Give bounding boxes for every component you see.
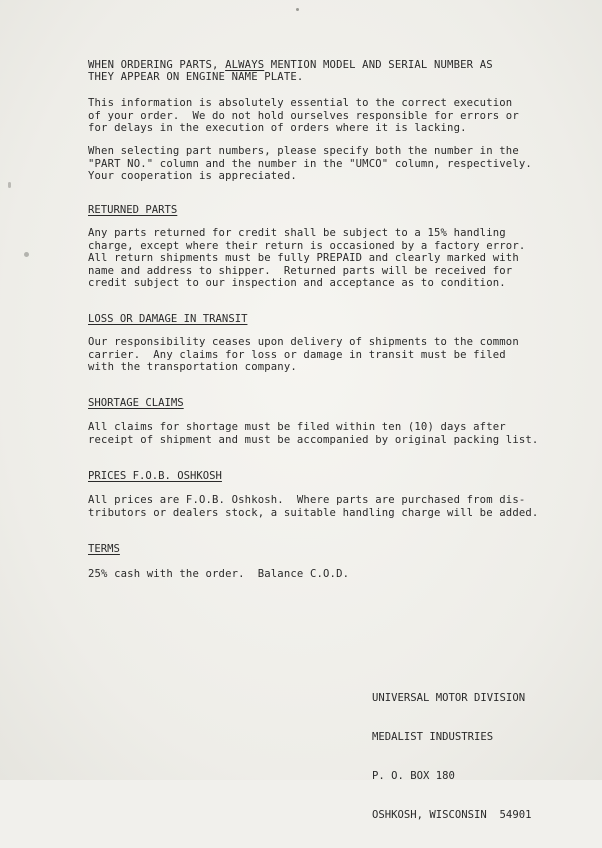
returned-parts-body: Any parts returned for credit shall be subject to a 15% handling charge, except where their return is occasioned by a factory error. All return shipments must be fully PREPAID and clearly marked with name and address to shipper. Returned parts will be received for credit subject to our inspection and acceptance as to condition. — [88, 227, 526, 290]
intro-line-1-pre: WHEN ORDERING PARTS, — [88, 59, 226, 71]
shortage-claims-body: All claims for shortage must be filed within ten (10) days after receipt of shipment and must be accompanied by original packing list. — [88, 421, 539, 446]
company-address-block — [372, 666, 531, 848]
paper-speck — [8, 182, 11, 188]
loss-damage-heading: LOSS OR DAMAGE IN TRANSIT — [88, 313, 248, 325]
address-line-po-box: P. O. BOX 180 — [372, 770, 455, 782]
shortage-claims-heading: SHORTAGE CLAIMS — [88, 397, 184, 409]
intro-line-2: THEY APPEAR ON ENGINE NAME PLATE. — [88, 71, 304, 83]
loss-damage-body: Our responsibility ceases upon delivery of shipments to the common carrier. Any claims for loss or damage in transit must be filed with the transportation company. — [88, 336, 519, 374]
returned-parts-heading: RETURNED PARTS — [88, 204, 178, 216]
prices-fob-heading: PRICES F.O.B. OSHKOSH — [88, 470, 222, 482]
intro-paragraph-info: This information is absolutely essential to the correct execution of your order. We do not hold ourselves responsible for errors or for delays in the execution of orders where it is lacking. — [88, 97, 519, 135]
intro-paragraph-part-numbers: When selecting part numbers, please specify both the number in the "PART NO." column and the number in the "UMCO" column, respectively. Your cooperation is appreciated. — [88, 145, 532, 183]
terms-body: 25% cash with the order. Balance C.O.D. — [88, 568, 350, 580]
prices-fob-body: All prices are F.O.B. Oshkosh. Where parts are purchased from dis- tributors or dealers stock, a suitable handling charge will be added. — [88, 494, 539, 519]
address-line-company: UNIVERSAL MOTOR DIVISION — [372, 692, 526, 704]
terms-heading: TERMS — [88, 543, 120, 555]
address-line-parent: MEDALIST INDUSTRIES — [372, 731, 494, 743]
paper-speck — [24, 252, 29, 257]
paper-speck — [296, 8, 299, 11]
address-line-city: OSHKOSH, WISCONSIN 54901 — [372, 809, 532, 821]
intro-line-1-post: MENTION MODEL AND SERIAL NUMBER AS — [264, 59, 493, 71]
intro-emphasis: ALWAYS — [225, 59, 265, 71]
intro-line-1 — [88, 59, 548, 72]
